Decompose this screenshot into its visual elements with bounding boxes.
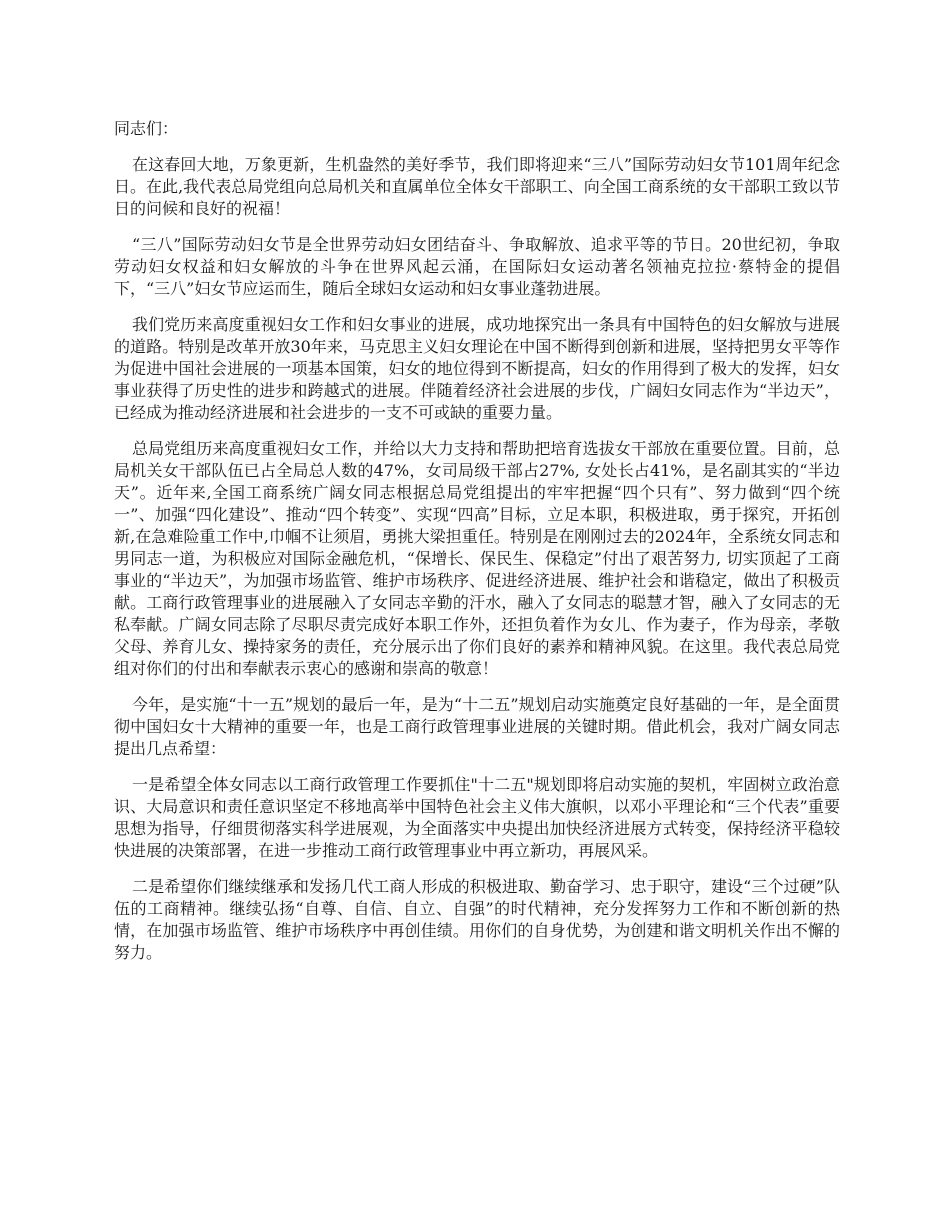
paragraph-hope-two: 二是希望你们继续继承和发扬几代工商人形成的积极进取、勤奋学习、忠于职守，建设“三个过硬”队伍的工商精神。继续弘扬“自尊、自信、自立、自强”的时代精神，充分发挥努力工作和不断创新的热情，在加强市场监管、维护市场秩序中再创佳绩。用你们的自身优势，为创建和谐文明机关作出不懈的努力。	[114, 877, 840, 962]
paragraph-greeting: 在这春回大地，万象更新，生机盎然的美好季节，我们即将迎来“三八”国际劳动妇女节101周年纪念日。在此,我代表总局党组向总局机关和直属单位全体女干部职工、向全国工商系统的女干部职工致以节日的问候和良好的祝福！	[114, 155, 840, 218]
document-page	[114, 118, 840, 978]
paragraph-history: “三八”国际劳动妇女节是全世界劳动妇女团结奋斗、争取解放、追求平等的节日。20世纪初，争取劳动妇女权益和妇女解放的斗争在世界风起云涌，在国际妇女运动著名领袖克拉拉·蔡特金的提倡下，“三八”妇女节应运而生，随后全球妇女运动和妇女事业蓬勃进展。	[114, 235, 840, 298]
paragraph-this-year: 今年，是实施“十一五”规划的最后一年，是为“十二五”规划启动实施奠定良好基础的一年，是全面贯彻中国妇女十大精神的重要一年，也是工商行政管理事业进展的关键时期。借此机会，我对广阔女同志提出几点希望：	[114, 695, 840, 758]
paragraph-hope-one: 一是希望全体女同志以工商行政管理工作要抓住"十二五"规划即将启动实施的契机，牢固树立政治意识、大局意识和责任意识坚定不移地高举中国特色社会主义伟大旗帜，以邓小平理论和“三个代表”重要思想为指导，仔细贯彻落实科学进展观，为全面落实中央提出加快经济进展方式转变，保持经济平稳较快进展的决策部署，在进一步推动工商行政管理事业中再立新功，再展风采。	[114, 775, 840, 860]
salutation: 同志们：	[114, 119, 179, 138]
paragraph-party: 我们党历来高度重视妇女工作和妇女事业的进展，成功地探究出一条具有中国特色的妇女解放与进展的道路。特别是改革开放30年来，马克思主义妇女理论在中国不断得到创新和进展，坚持把男女平等作为促进中国社会进展的一项基本国策，妇女的地位得到不断提高，妇女的作用得到了极大的发挥，妇女事业获得了历史性的进步和跨越式的进展。伴随着经济社会进展的步伐，广阔妇女同志作为“半边天”，已经成为推动经济进展和社会进步的一支不可或缺的重要力量。	[114, 315, 840, 422]
paragraph-achievements: 总局党组历来高度重视妇女工作，并给以大力支持和帮助把培育选拔女干部放在重要位置。目前，总局机关女干部队伍已占全局总人数的47%，女司局级干部占27%, 女处长占41%，是名副其实的“半边天”。近年来,全国工商系统广阔女同志根据总局党组提出的牢牢把握“四个只有”、努力做到“四个统一”、加强“四化建设”、推动“四个转变”、实现“四高”目标，立足本职，积极进取，勇于探究，开拓创新,在急难险重工作中,巾帼不让须眉，勇挑大梁担重任。特别是在刚刚过去的2024年，全系统女同志和男同志一道，为积极应对国际金融危机，“保增长、保民生、保稳定”付出了艰苦努力, 切实顶起了工商事业的“半边天”，为加强市场监管、维护市场秩序、促进经济进展、维护社会和谐稳定，做出了积极贡献。工商行政管理事业的进展融入了女同志辛勤的汗水，融入了女同志的聪慧才智，融入了女同志的无私奉献。广阔女同志除了尽职尽责完成好本职工作外，还担负着作为女儿、作为妻子，作为母亲，孝敬父母、养育儿女、操持家务的责任，充分展示出了你们良好的素养和精神风貌。在这里。我代表总局党组对你们的付出和奉献表示衷心的感谢和崇高的敬意！	[114, 439, 840, 678]
